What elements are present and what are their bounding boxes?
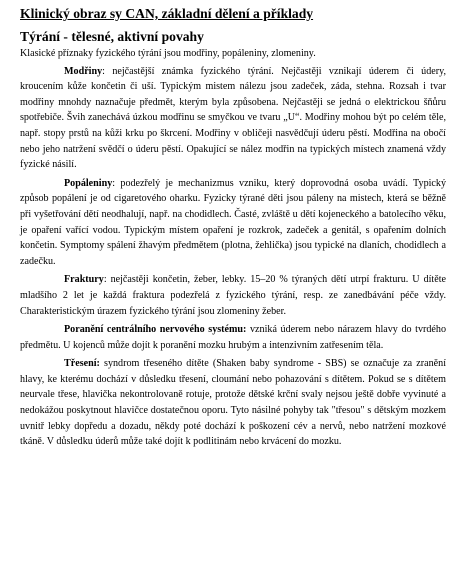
paragraph-fractures [20,272,450,319]
paragraph-term: Popáleniny [64,177,113,189]
intro-paragraph: Klasické příznaky fyzického týrání jsou modřiny, popáleniny, zlomeniny. [20,48,316,59]
paragraph-shaking [20,356,450,450]
paragraph-term: Fraktury [64,274,104,286]
section-heading: Týrání - tělesné, aktivní povahy [20,29,204,44]
paragraph-text: : podezřelý je mechanizmus vzniku, který doprovodná osoba uvádí. Typický způsob popálení je od cigaretového oharku. Fyzicky týrané děti jsou páleny na mistech, která se běžně při vyšetřování dětí neodhalují, např. na chodidlech. Časté, zvláště u dětí kojeneckého a batolecího věku, je opaření vařící vodou. Typickým místem opaření je rozkrok, zadeček a genitál, s opařením dolních končetin. Symptomy spálení žhavým předmětem (plotna, žehlička) jsou typické na dlaních, chodidlech a zadečku. [20,177,446,267]
paragraph-text: : nejčastěji končetin, žeber, lebky. 15–20 % týraných dětí utrpí frakturu. U dítěte mladšího 2 let je každá fraktura podezřelá z fyzického týrání, resp. ze zanedbávání péče vždy. Charakteristickým úrazem fyzického týrání jsou zlomeniny žeber. [20,274,446,317]
paragraph-term: Modřiny [64,65,103,77]
paragraph-cns-injury [20,322,450,353]
paragraph-burns [20,176,450,270]
paragraph-term: Poranění centrálního nervového systému: [64,324,247,336]
paragraph-term: Třesení: [64,358,100,370]
paragraph-text: syndrom třeseného dítěte (Shaken baby syndrome - SBS) se označuje za zranění hlavy, ke kterému dochází v důsledku třesení, cloumání nebo pohazování s dítětem. Pokud se s dítětem neurvale třese, hlavička nekontrolovaně rotuje, protože dětské krční svaly nejsou ještě dobře vyvinuté a nedokážou poskytnout hlavičce dostatečnou oporu. Tyto násilné pohyby tak "třesou" s dětským mozkem uvnitř lebky dopředu a dozadu, někdy poté dochází k poškození cév a nervů, nebo natržení mozkové tkáně. V důsledku úderů může také dojít k podlitinám nebo krvácení do mozku. [20,358,446,448]
paragraph-bruises [20,64,450,173]
paragraph-text: : nejčastější známka fyzického týrání. Nejčastěji vznikají úderem či údery, kroucením kůže končetin či uší. Typickým mistem nálezu jsou zadeček, záda, stehna. Rozsah i tvar modřiny mnohdy naznačuje předmět, kterým byla způsobena. Nejčastěji se jedná o elektrickou šňůru spotřebiče. Švih zanechává úzkou modřinu se smyčkou ve tvaru „U“. Modřiny mohou být po celém těle, např. stopy prstů na kůži krku po škrcení. Modřiny v obličeji nasvědčují úderu pěstí. Modřina na obočí nebo jeho natržení svědčí o úderu pěstí. Opakující se nález modřin na typických místech znamená vždy fyzické násilí. [20,65,446,171]
document-title: Klinický obraz sy CAN, základní dělení a příklady [20,6,314,21]
paragraph-text: vzniká úderem nebo nárazem hlavy do tvrdého předmětu. U kojenců může dojít k poranění mozku hrubým a intenzivním zatřesením těla. [20,324,446,351]
